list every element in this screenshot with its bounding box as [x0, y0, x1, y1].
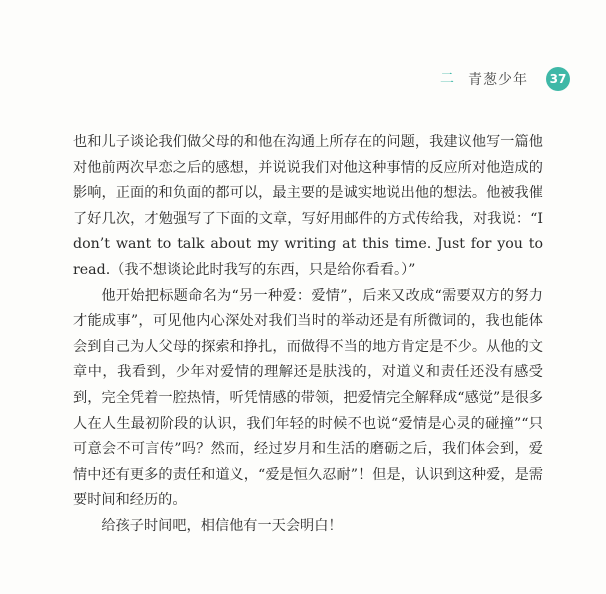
page-number-badge: 37 — [546, 67, 570, 91]
chapter-dash: 二 — [440, 71, 454, 87]
chapter-title: 青葱少年 — [468, 72, 528, 88]
running-header — [440, 66, 570, 92]
paragraph-closing: 给孩子时间吧，相信他有一天会明白！ — [101, 517, 343, 534]
paragraph: 他开始把标题命名为“另一种爱：爱情”，后来又改成“需要双方的努力才能成事”，可见他内心深处对我们当时的举动还是有所微词的，我也能体会到自己为人父母的探索和挣扎，而做得不当的地方肯定是不少。从他的文章中，我看到，少年对爱情的理解还是肤浅的，对道义和责任还没有感受到，完全凭着一腔热情，听凭情感的带领，把爱情完全解释成“感觉”是很多人在人生最初阶段的认识，我们年轻的时候不也说“爱情是心灵的碰撞”“只可意会不可言传”吗？然而，经过岁月和生活的磨砺之后，我们体会到，爱情中还有更多的责任和道义，“爱是恒久忍耐”！但是，认识到这种爱，是需要时间和经历的。 — [73, 287, 543, 509]
paragraph-continued: 也和儿子谈论我们做父母的和他在沟通上所存在的问题，我建议他写一篇他对他前两次早恋之后的感想，并说说我们对他这种事情的反应所对他造成的影响，正面的和负面的都可以，最主要的是诚实地说出他的想法。他被我催了好几次，才勉强写了下面的文章，写好用邮件的方式传给我，对我说：“I don’t want to talk about my writing at this time. Just for you to read.（我不想谈论此时我写的东西，只是给你看看。）” — [73, 134, 543, 278]
body-text — [73, 130, 543, 540]
